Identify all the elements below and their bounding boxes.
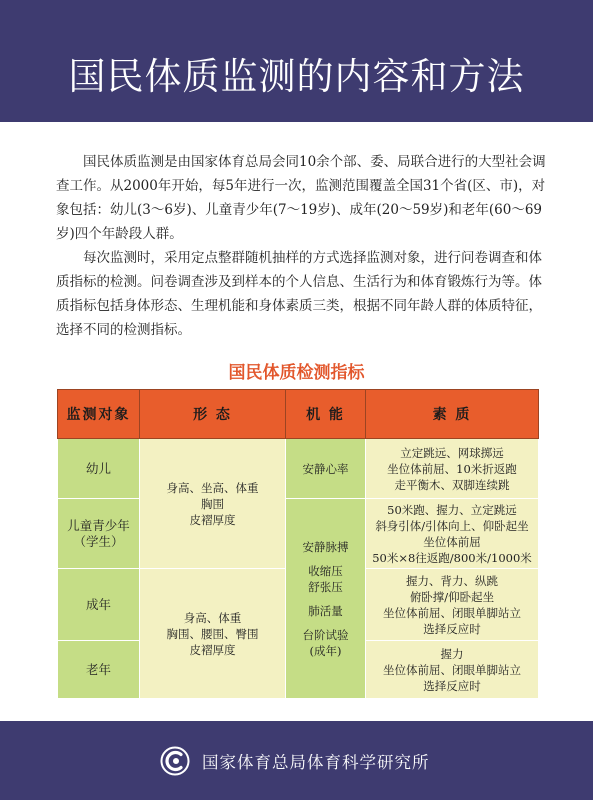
header-subject: 监测对象 [58, 390, 140, 439]
function-line-3: 舒张压 [308, 579, 343, 594]
row-label-youth-line-2: （学生） [73, 533, 124, 549]
function-line-2: 收缩压 [308, 563, 343, 578]
quality-youth-line-3: 坐位体前屈 [423, 534, 481, 549]
quality-child-line-2: 坐位体前屈、10米折返跑 [387, 461, 517, 476]
form-old-line-1: 身高、体重 [183, 610, 242, 625]
footer-org-name: 国家体育总局体育科学研究所 [202, 753, 430, 772]
paragraph-2: 每次监测时，采用定点整群随机抽样的方式选择监测对象，进行问卷调查和体质指标的检测。问卷调查涉及到样本的个人信息、生活行为和体育锻炼行为等。体质指标包括身体形态、生理机能和身体素质三类，根据不同年龄人群的体质特征，选择不同的检测指标。 [56, 250, 542, 338]
form-young-line-2: 胸围 [201, 496, 224, 511]
quality-cell-youth [366, 499, 539, 569]
row-label-adult: 成年 [58, 569, 140, 641]
form-cell-old [140, 569, 286, 699]
metrics-table [57, 389, 539, 699]
row-label-youth-line-1: 儿童青少年 [67, 517, 130, 533]
header-form: 形 态 [140, 390, 286, 439]
form-old-line-3: 皮褶厚度 [189, 642, 236, 657]
quality-elderly-line-3: 选择反应时 [423, 678, 481, 693]
quality-child-line-1: 立定跳远、网球掷远 [400, 445, 504, 460]
function-line-6: (成年) [309, 643, 342, 658]
quality-cell-adult [366, 569, 539, 641]
quality-elderly-line-2: 坐位体前屈、闭眼单脚站立 [383, 662, 521, 677]
function-cell-child: 安静心率 [286, 439, 366, 499]
table-header-row [58, 390, 539, 439]
table-title: 国民体质检测指标 [228, 363, 365, 383]
function-line-1: 安静脉搏 [302, 539, 349, 554]
quality-youth-line-1: 50米跑、握力、立定跳远 [387, 502, 517, 517]
quality-adult-line-4: 选择反应时 [423, 621, 481, 636]
form-old-line-2: 胸围、腰围、臀围 [166, 626, 259, 641]
institute-logo-icon [160, 746, 190, 776]
quality-youth-line-2: 斜身引体/引体向上、仰卧起坐 [375, 518, 529, 533]
header-banner [0, 0, 593, 122]
form-cell-young [140, 439, 286, 569]
header-quality: 素 质 [366, 390, 539, 439]
quality-elderly-line-1: 握力 [440, 646, 464, 661]
row-label-child: 幼儿 [58, 439, 140, 499]
row-label-youth [58, 499, 140, 569]
form-young-line-3: 皮褶厚度 [189, 512, 236, 527]
footer-org [160, 746, 430, 776]
footer-banner [0, 721, 593, 800]
row-label-elderly: 老年 [58, 641, 140, 699]
quality-youth-line-4: 50米×8往返跑/800米/1000米 [372, 550, 532, 565]
paragraph-1: 国民体质监测是由国家体育总局会同10余个部、委、局联合进行的大型社会调查工作。从2000年开始，每5年进行一次，监测范围覆盖全国31个省(区、市)，对象包括：幼儿(3～6岁)、儿童青少年(7～19岁)、成年(20～59岁)和老年(60～69岁)四个年龄段人群。 [56, 154, 546, 242]
function-line-5: 台阶试验 [302, 627, 349, 642]
table-row-child [58, 439, 539, 499]
table-row-youth [58, 499, 539, 569]
header-function: 机 能 [286, 390, 366, 439]
quality-child-line-3: 走平衡木、双脚连续跳 [394, 477, 510, 492]
function-cell-others [286, 499, 366, 699]
quality-adult-line-2: 俯卧撑/仰卧起坐 [409, 589, 495, 604]
quality-adult-line-1: 握力、背力、纵跳 [406, 573, 498, 588]
function-line-4: 肺活量 [308, 603, 343, 618]
intro-text [56, 150, 546, 342]
quality-cell-child [366, 439, 539, 499]
quality-cell-elderly [366, 641, 539, 699]
form-young-line-1: 身高、坐高、体重 [166, 480, 259, 495]
quality-adult-line-3: 坐位体前屈、闭眼单脚站立 [383, 605, 521, 620]
page-title: 国民体质监测的内容和方法 [68, 55, 525, 98]
